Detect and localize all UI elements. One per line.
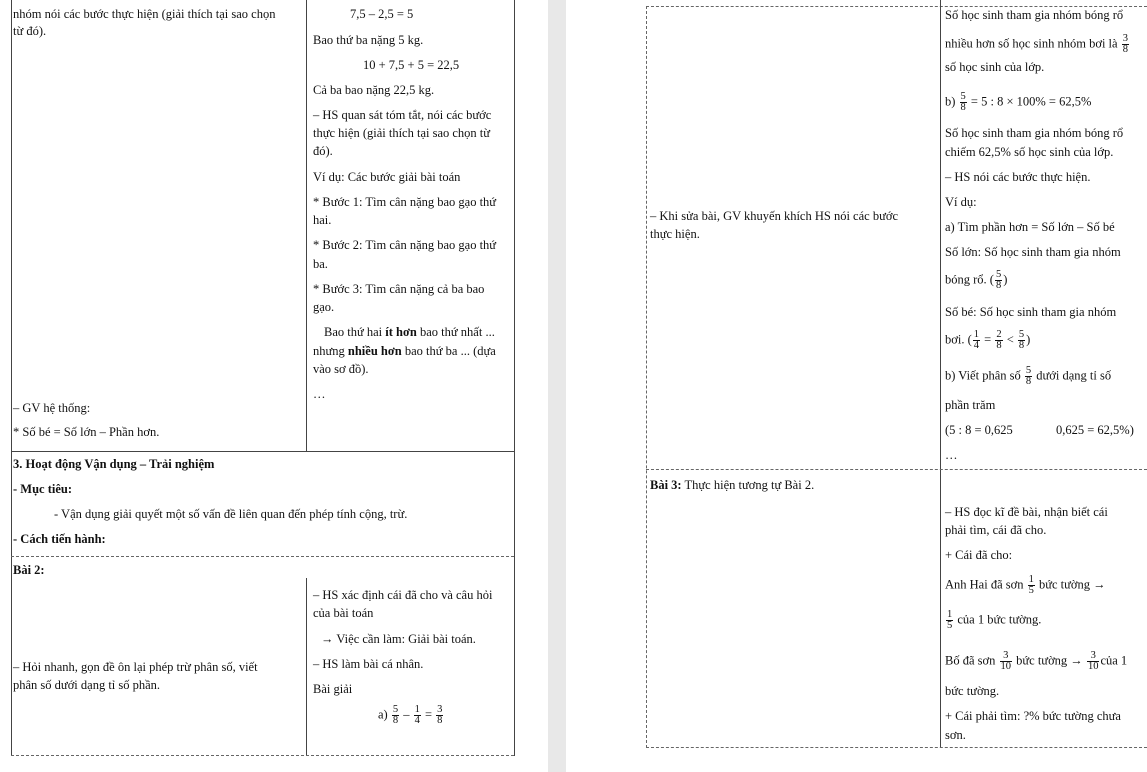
fraction [973, 330, 980, 351]
text-line: – GV hệ thống: [13, 401, 91, 415]
text-line: Số bé: Số học sinh tham gia nhóm [945, 305, 1117, 319]
operator: = [984, 332, 992, 347]
exercise-heading: Bài 2: [13, 563, 45, 577]
text-line: từ đó). [13, 24, 47, 38]
table-border [646, 6, 647, 748]
denominator: 8 [1025, 376, 1032, 387]
text-line: phần trăm [945, 398, 996, 412]
text-line: Bao thứ ba nặng 5 kg. [313, 33, 424, 47]
text-line: → Việc cần làm: Giải bài toán. [321, 632, 476, 646]
denominator: 5 [1028, 585, 1034, 596]
text-line [324, 325, 495, 340]
table-border [646, 6, 1147, 7]
numerator: 5 [1018, 329, 1025, 340]
text-line [945, 610, 1041, 631]
ellipsis: … [313, 387, 326, 401]
text-line: hai. [313, 213, 332, 227]
table-border [514, 451, 515, 756]
text-line: chiếm 62,5% số học sinh của lớp. [945, 145, 1114, 159]
text-span: Thực hiện tương tự Bài 2. [681, 478, 815, 492]
fraction [414, 705, 421, 726]
bold-span: Bài 3: [650, 478, 682, 492]
text-line: Cả ba bao nặng 22,5 kg. [313, 83, 435, 97]
text-line: * Bước 1: Tìm cân nặng bao gạo thứ [313, 195, 497, 209]
text-line [945, 270, 1007, 291]
document-page-right [566, 0, 1147, 772]
text-line: 0,625 = 62,5%) [1056, 423, 1134, 437]
numerator: 1 [1028, 574, 1034, 585]
text-span: Anh Hai đã sơn [945, 577, 1024, 592]
table-border [646, 469, 1147, 470]
fraction [1087, 651, 1100, 672]
text-line: thực hiện (giải thích tại sao chọn từ [313, 126, 491, 140]
text-line: đó). [313, 144, 333, 158]
text-line: – Khi sửa bài, GV khuyến khích HS nói các bước [650, 209, 899, 223]
denominator: 8 [392, 715, 399, 726]
numerator: 5 [995, 269, 1002, 280]
denominator: 5 [947, 620, 953, 631]
text-line: gạo. [313, 300, 335, 314]
text-span: bơi. ( [945, 332, 972, 347]
text-line [945, 651, 1127, 672]
fraction [392, 705, 399, 726]
text-line [313, 344, 496, 359]
table-border [11, 451, 514, 452]
text-line: * Bước 3: Tìm cân nặng cả ba bao [313, 282, 485, 296]
denominator: 10 [1000, 661, 1011, 672]
text-span: bóng rổ. ( [945, 272, 994, 287]
text-span: Bao thứ hai [324, 325, 386, 339]
numerator: 1 [973, 329, 979, 340]
text-span: ) [1026, 332, 1031, 347]
equation: 10 + 7,5 + 5 = 22,5 [363, 58, 460, 72]
text-line: phải tìm, cái đã cho. [945, 523, 1047, 537]
text-line: Ví dụ: [945, 195, 977, 209]
numerator: 1 [947, 609, 953, 620]
text-span: = 5 : 8 × 100% = 62,5% [970, 94, 1092, 109]
equation: 7,5 – 2,5 = 5 [350, 7, 414, 21]
text-span: bức tường → [1016, 653, 1083, 668]
fraction [1025, 366, 1032, 387]
fraction [1018, 330, 1025, 351]
text-line: bức tường. [945, 684, 1000, 698]
table-border [11, 556, 514, 557]
text-line [945, 366, 1111, 387]
denominator: 8 [1122, 44, 1128, 55]
fraction [946, 610, 953, 631]
text-line: – HS làm bài cá nhân. [313, 657, 424, 671]
text-line: sơn. [945, 728, 966, 742]
text-line: – Hỏi nhanh, gọn đề ôn lại phép trừ phân số, viết [13, 660, 258, 674]
fraction [1000, 651, 1013, 672]
text-span: ) [1003, 272, 1008, 287]
table-border [646, 747, 1147, 748]
denominator: 8 [960, 102, 966, 113]
text-span: a) [378, 707, 388, 722]
exercise-heading [650, 478, 814, 493]
document-page-left [0, 0, 548, 772]
operator: < [1006, 332, 1014, 347]
text-line: (5 : 8 = 0,625 [945, 423, 1013, 437]
table-border [306, 578, 307, 756]
text-line: Số học sinh tham gia nhóm bóng rổ [945, 8, 1124, 22]
text-span: Bố đã sơn [945, 653, 996, 668]
numerator: 5 [1025, 365, 1032, 376]
text-line: - Vận dụng giải quyết một số vấn đề liên quan đến phép tính cộng, trừ. [54, 507, 408, 521]
text-line: Số học sinh tham gia nhóm bóng rổ [945, 126, 1124, 140]
text-span: dưới dạng tỉ số [1036, 368, 1112, 383]
fraction [960, 92, 967, 113]
text-line: – HS nói các bước thực hiện. [945, 170, 1091, 184]
text-line: của bài toán [313, 606, 374, 620]
fraction [436, 705, 443, 726]
text-line: thực hiện. [650, 227, 700, 241]
table-border [11, 451, 12, 756]
section-subheading: - Cách tiến hành: [13, 532, 106, 546]
denominator: 4 [414, 715, 420, 726]
table-border [11, 0, 12, 452]
numerator: 2 [996, 329, 1002, 340]
text-line: vào sơ đồ). [313, 362, 369, 376]
text-line: Ví dụ: Các bước giải bài toán [313, 170, 461, 184]
table-border [940, 0, 941, 748]
text-span: b) Viết phân số [945, 368, 1021, 383]
denominator: 8 [996, 340, 1002, 351]
text-line [945, 575, 1106, 596]
text-line: – HS đọc kĩ đề bài, nhận biết cái [945, 505, 1108, 519]
text-line: a) Tìm phần hơn = Số lớn – Số bé [945, 220, 1115, 234]
equation [945, 92, 1091, 113]
denominator: 8 [1018, 340, 1025, 351]
bold-span: ít hơn [385, 325, 417, 339]
table-border [11, 755, 514, 756]
text-line: Bài giải [313, 682, 353, 696]
section-subheading: - Mục tiêu: [13, 482, 73, 496]
numerator: 5 [392, 704, 399, 715]
numerator: 5 [960, 91, 966, 102]
bold-span: nhiều hơn [347, 344, 402, 358]
denominator: 10 [1087, 661, 1099, 672]
operator: – [403, 707, 410, 722]
text-span: nhiều hơn số học sinh nhóm bơi là [945, 36, 1118, 51]
denominator: 4 [973, 340, 979, 351]
text-line: phân số dưới dạng tỉ số phần. [13, 678, 161, 692]
numerator: 3 [1087, 651, 1100, 662]
numerator: 3 [437, 704, 443, 715]
table-border [306, 0, 307, 452]
operator: = [424, 707, 433, 722]
text-line [945, 330, 1030, 351]
text-line: * Số bé = Số lớn – Phần hơn. [13, 425, 160, 439]
page-gutter [548, 0, 566, 772]
text-line: Số lớn: Số học sinh tham gia nhóm [945, 245, 1121, 259]
numerator: 1 [414, 704, 420, 715]
text-span: của 1 [1100, 653, 1128, 668]
text-line: ba. [313, 257, 328, 271]
text-line: số học sinh của lớp. [945, 60, 1045, 74]
fraction [995, 330, 1002, 351]
text-span: b) [945, 94, 956, 109]
text-line [945, 34, 1130, 55]
text-line: + Cái phải tìm: ?% bức tường chưa [945, 709, 1121, 723]
table-border [514, 0, 515, 452]
equation [378, 705, 444, 726]
numerator: 3 [1122, 33, 1128, 44]
fraction [995, 270, 1002, 291]
ellipsis: … [945, 448, 958, 462]
text-span: bức tường → [1038, 577, 1106, 592]
text-line: – HS xác định cái đã cho và câu hỏi [313, 588, 493, 602]
text-span: của 1 bức tường. [957, 612, 1042, 627]
text-span: bao thứ nhất ... [416, 325, 495, 339]
text-line: + Cái đã cho: [945, 548, 1013, 562]
denominator: 8 [995, 280, 1002, 291]
fraction [1122, 34, 1129, 55]
text-line: nhóm nói các bước thực hiện (giải thích tại sao chọn [13, 7, 276, 21]
text-line: – HS quan sát tóm tắt, nói các bước [313, 108, 492, 122]
text-span: nhưng [313, 344, 348, 358]
text-line: * Bước 2: Tìm cân nặng bao gạo thứ [313, 238, 497, 252]
section-heading: 3. Hoạt động Vận dụng – Trải nghiệm [13, 457, 215, 471]
fraction [1028, 575, 1035, 596]
denominator: 8 [437, 715, 443, 726]
text-span: bao thứ ba ... (dựa [401, 344, 496, 358]
numerator: 3 [1000, 651, 1013, 662]
